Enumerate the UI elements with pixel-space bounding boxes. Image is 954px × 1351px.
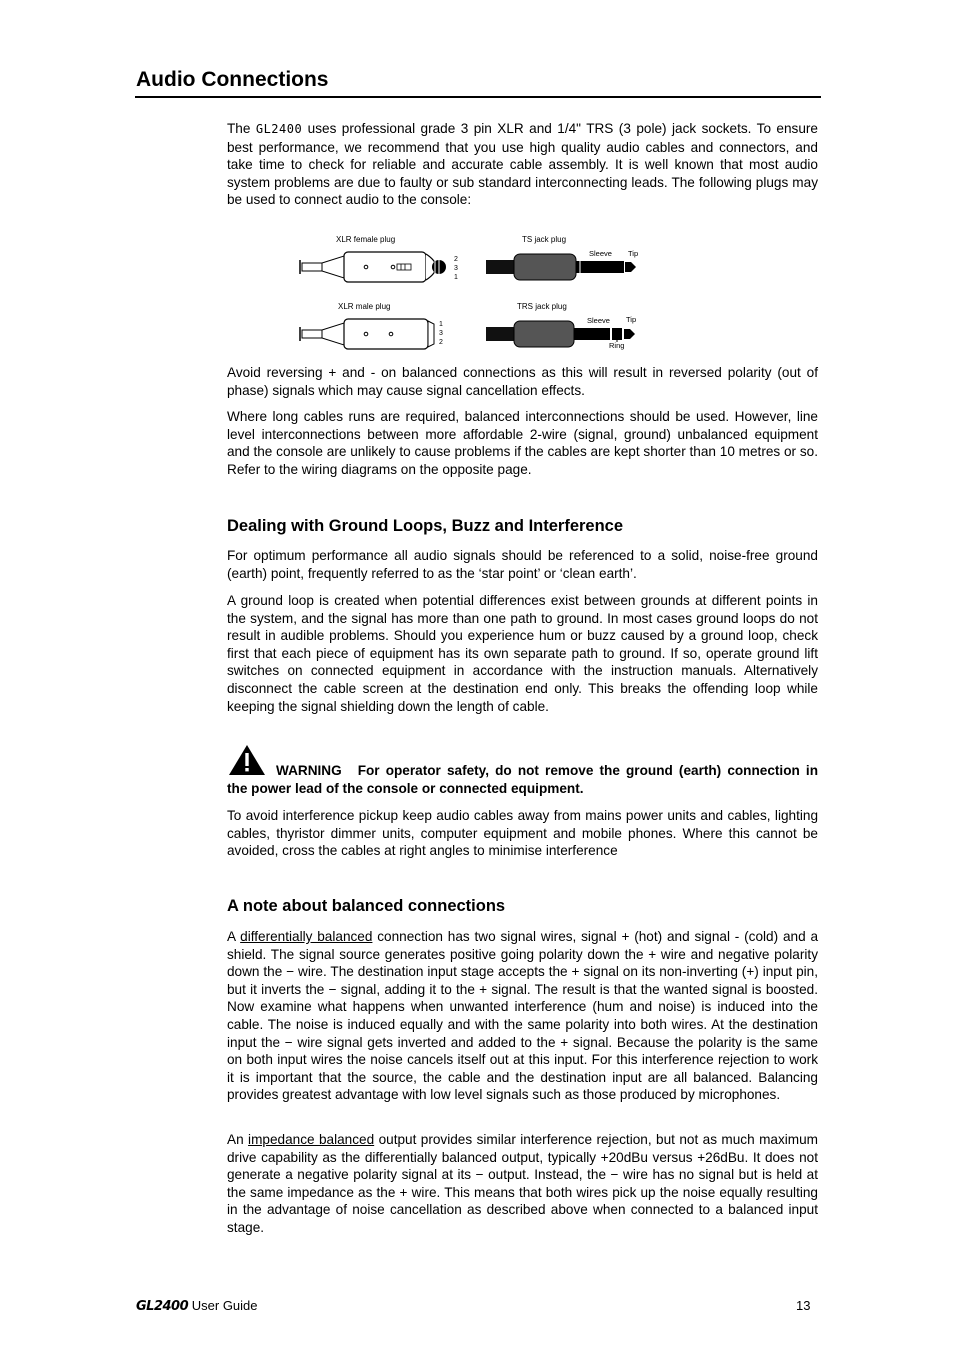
ground-heading-block xyxy=(227,517,818,536)
ground-p2-block xyxy=(227,592,818,715)
xlr-male-plug xyxy=(300,319,434,349)
trs-sleeve-label: Sleeve xyxy=(587,316,610,325)
ground-paragraph-3: To avoid interference pickup keep audio cables away from mains power units and cables, lighting cables, thyristor dimmer units, computer equipment and mobile phones. Where this cannot be avoided, cross the cables at right angles to minimise interference xyxy=(227,808,818,859)
balanced-paragraph-2 xyxy=(227,1131,818,1237)
ground-loops-heading: Dealing with Ground Loops, Buzz and Interference xyxy=(227,517,624,535)
balanced-p1-post: connection has two signal wires, signal + (hot) and signal - (cold) and a shield. The signal source generates positive going polarity down the + wire and negative polarity down the − wire. The destination input stage accepts the + signal on its non-inverting (+) input pin, but it inverts the − signal, adding it to the + signal. The result is that the wanted signal is boosted. Now examine what happens when unwanted interference (hum and noise) is induced into the cable. The noise is induced equally and with the same polarity into both wires. At the destination input the − wire signal gets inverted and added to the + signal. Because the polarity is the same on both input wires the noise cancels itself out at this input. For this interference rejection to work it is important that the source, the cable and the destination input are all balanced. Balancing provides greatest advantage with low level signals such as those produced by microphones. xyxy=(227,929,819,1103)
title-rule xyxy=(135,96,821,98)
intro-post: uses professional grade 3 pin XLR and 1/4" TRS (3 pole) jack sockets. To ensure best performance, we recommend that you use high quality audio cables and connectors, and take time to check for reliable and accurate cable assembly. It is well known that most audio system problems are due to faulty or sub standard interconnecting leads. The following plugs may be used to connect audio to the console: xyxy=(227,121,818,208)
xlr-female-pin-2: 3 xyxy=(454,265,458,272)
warning-block xyxy=(227,762,818,798)
balanced-heading-block xyxy=(227,897,818,916)
long-cables-block xyxy=(227,408,818,478)
polarity-block xyxy=(227,364,818,399)
xlr-male-pin-1: 1 xyxy=(439,321,443,328)
xlr-male-label: XLR male plug xyxy=(338,302,391,311)
long-cables-paragraph: Where long cables runs are required, balanced interconnections should be used. However, line level interconnections between more affordable 2-wire (signal, ground) unbalanced equipment and the console are unlikely to cause problems if the cables are kept shorter than 10 metres or so. Refer to the wiring diagrams on the opposite page. xyxy=(227,409,818,477)
trs-jack-label: TRS jack plug xyxy=(517,302,567,311)
balanced-heading: A note about balanced connections xyxy=(227,897,506,915)
intro-pre: The xyxy=(227,121,256,136)
warning-text: For operator safety, do not remove the ground (earth) connection in the power lead of the console or connected equipment. xyxy=(227,763,818,796)
ts-tip-label: Tip xyxy=(628,249,639,258)
differentially-balanced-term: differentially balanced xyxy=(240,929,373,944)
warning-label: WARNING xyxy=(276,763,342,778)
intro-paragraph xyxy=(227,120,818,209)
impedance-balanced-term: impedance balanced xyxy=(248,1132,375,1147)
xlr-male-pin-3: 2 xyxy=(439,339,443,346)
balanced-paragraph-1 xyxy=(227,928,818,1104)
page-number: 13 xyxy=(796,1298,811,1313)
xlr-female-label: XLR female plug xyxy=(336,235,396,244)
xlr-female-pin-1: 2 xyxy=(454,256,458,263)
intro-block xyxy=(227,120,818,209)
balanced-p2-pre: An xyxy=(227,1132,249,1147)
ts-sleeve-label: Sleeve xyxy=(589,249,612,258)
ground-paragraph-2: A ground loop is created when potential differences exist between grounds at different points in the system, and the signal has more than one path to ground. In most cases ground loops do not result in audible problems. Should you experience hum or buzz caused by a ground loop, check first that each piece of equipment has its own separate path to ground. If so, operate ground lift switches on connected equipment in accordance with the instruction manuals. Alternatively disconnect the cable screen at the destination end only. This breaks the offending loop while keeping the signal shielding down the length of cable. xyxy=(227,593,818,714)
brand-logo-inline: GL2400 xyxy=(255,122,303,136)
footer-brand xyxy=(136,1298,258,1314)
trs-ring-label: Ring xyxy=(609,341,625,350)
trs-tip-label: Tip xyxy=(626,315,637,324)
xlr-female-plug xyxy=(300,252,446,282)
ts-jack-plug xyxy=(486,254,636,280)
polarity-paragraph: Avoid reversing + and - on balanced connections as this will result in reversed polarity (out of phase) signals which may cause signal cancellation effects. xyxy=(227,365,818,398)
xlr-male-pin-2: 3 xyxy=(439,330,443,337)
connector-diagram xyxy=(296,230,656,355)
ts-jack-label: TS jack plug xyxy=(522,235,567,244)
balanced-p2-post: output provides similar interference rejection, but not as much maximum drive capability as the differentially balanced output, typically +20dBu versus +26dBu. It does not generate a negative polarity signal at its − output. Instead, the − wire has no signal but is held at the same impedance as the + wire. This means that both wires pick up the noise equally resulting in the advantage of noise cancellation as described above when connected to a balanced input stage. xyxy=(227,1132,818,1235)
footer-label: User Guide xyxy=(191,1298,258,1313)
footer-brand-logo: GL2400 xyxy=(136,1299,189,1314)
ground-p3-block xyxy=(227,807,818,860)
balanced-p1-block xyxy=(227,928,818,1104)
balanced-p1-pre: A xyxy=(227,929,241,944)
balanced-p2-block xyxy=(227,1131,818,1237)
xlr-female-pin-3: 1 xyxy=(454,274,458,281)
ground-paragraph-1: For optimum performance all audio signals should be referenced to a solid, noise-free ground (earth) point, frequently referred to as the ‘star point’ or ‘clean earth’. xyxy=(227,548,818,581)
ground-p1-block xyxy=(227,547,818,582)
page-title: Audio Connections xyxy=(136,68,329,91)
